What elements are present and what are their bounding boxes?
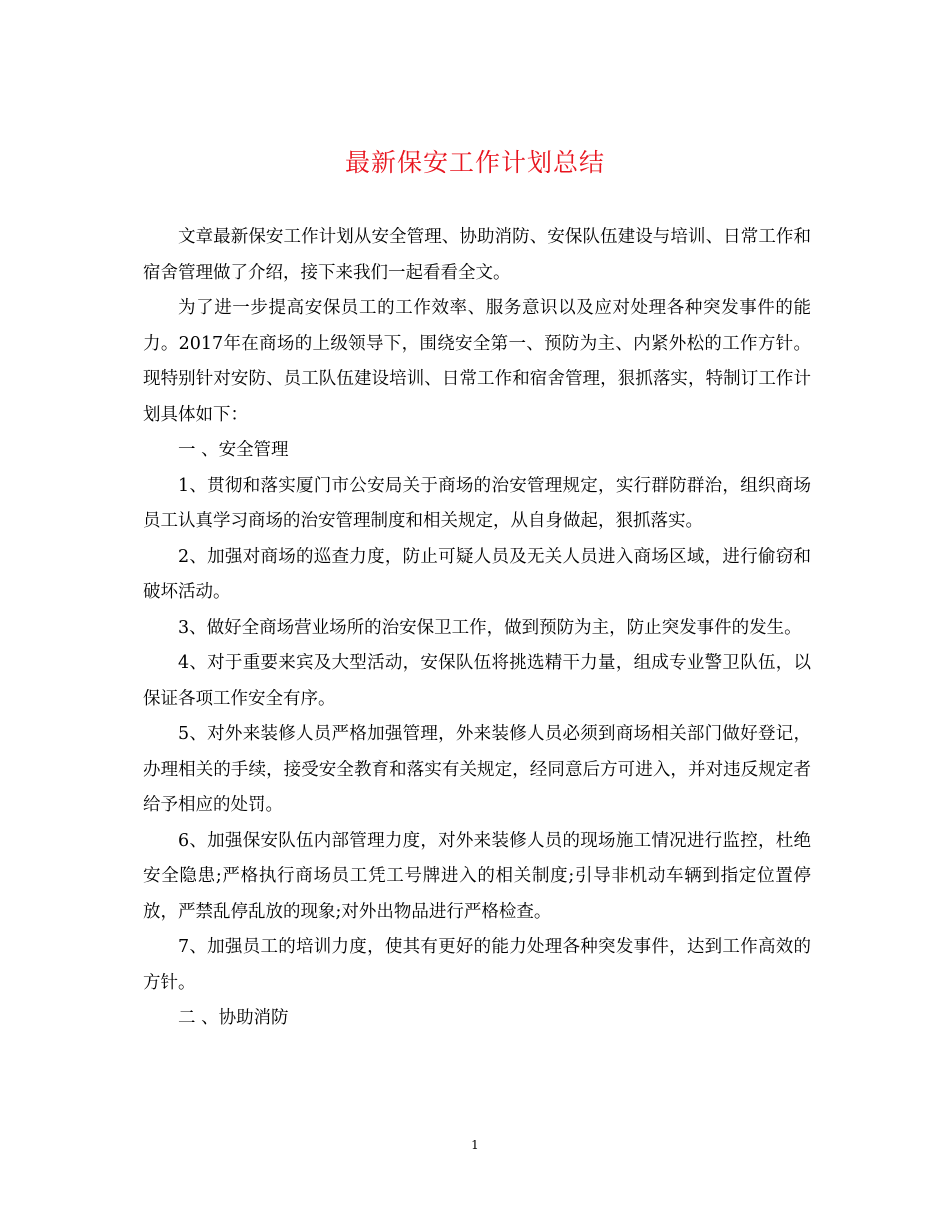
section-heading: 二 、协助消防	[178, 1008, 289, 1028]
paragraph: 1、贯彻和落实厦门市公安局关于商场的治安管理规定，实行群防群治，组织商场员工认真学习商场的治安管理制度和相关规定，从自身做起，狠抓落实。	[143, 475, 811, 531]
paragraph: 5、对外来装修人员严格加强管理，外来装修人员必须到商场相关部门做好登记，办理相关的手续，接受安全教育和落实有关规定，经同意后方可进入，并对违反规定者给予相应的处罚。	[143, 724, 811, 815]
paragraph: 6、加强保安队伍内部管理力度，对外来装修人员的现场施工情况进行监控，杜绝安全隐患;严格执行商场员工凭工号牌进入的相关制度;引导非机动车辆到指定位置停放，严禁乱停乱放的现象;对外出物品进行严格检查。	[143, 830, 811, 922]
paragraph: 2、加强对商场的巡查力度，防止可疑人员及无关人员进入商场区域，进行偷窃和破坏活动。	[143, 546, 811, 602]
paragraph: 为了进一步提高安保员工的工作效率、服务意识以及应对处理各种突发事件的能力。2017年在商场的上级领导下，围绕安全第一、预防为主、内紧外松的工作方针。现特别针对安防、员工队伍建设培训、日常工作和宿舍管理，狠抓落实，特制订工作计划具体如下：	[143, 298, 811, 425]
document-body	[143, 220, 811, 1037]
page-number: 1	[471, 1138, 479, 1152]
document-title: 最新保安工作计划总结	[344, 148, 605, 177]
paragraph: 3、做好全商场营业场所的治安保卫工作，做到预防为主，防止突发事件的发生。	[178, 617, 802, 638]
section-heading: 一 、安全管理	[178, 440, 289, 460]
paragraph: 4、对于重要来宾及大型活动，安保队伍将挑选精干力量，组成专业警卫队伍，以保证各项工作安全有序。	[143, 653, 811, 709]
paragraph: 7、加强员工的培训力度，使其有更好的能力处理各种突发事件，达到工作高效的方针。	[143, 937, 811, 993]
paragraph: 文章最新保安工作计划从安全管理、协助消防、安保队伍建设与培训、日常工作和宿舍管理做了介绍，接下来我们一起看看全文。	[143, 227, 811, 283]
